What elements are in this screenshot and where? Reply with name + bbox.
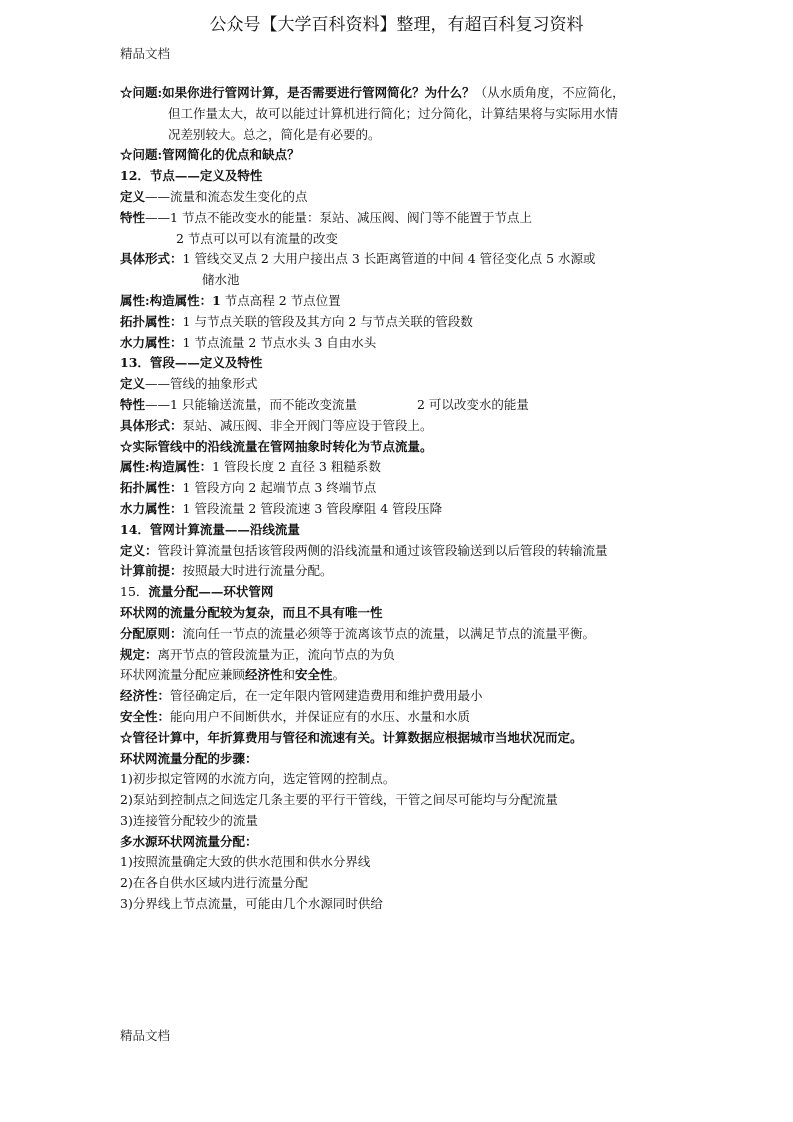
flow-premise-text: 按照最大时进行流量分配。 <box>182 563 333 579</box>
step-item: 3)连接管分配较少的流量 <box>120 812 258 828</box>
distribution-rule <box>120 645 680 666</box>
pipe-forms-label: 具体形式： <box>120 417 183 433</box>
economy-safety-and: 和 <box>282 667 296 683</box>
economy-text: 管径确定后，在一定年限内管网建造费用和维护费用最小 <box>170 688 483 704</box>
flow-definition-text: 管段计算流量包括该管段两侧的沿线流量和通过该管段输送到以后管段的转输流量 <box>157 542 608 558</box>
section-13-title: 13．管段——定义及特性 <box>120 355 263 371</box>
node-construct-attr-text: 节点高程 2 节点位置 <box>220 292 341 308</box>
node-forms-text: 1 管线交叉点 2 大用户接出点 3 长距离管道的中间 4 管径变化点 5 水源或 <box>182 251 596 267</box>
pipe-topology-attr <box>120 478 680 499</box>
multi-source-item: 1)按照流量确定大致的供水范围和供水分界线 <box>120 854 371 870</box>
section-15-subtitle: 环状网的流量分配较为复杂，而且不具有唯一性 <box>120 604 383 620</box>
question-simplify-cont1: 但工作量太大，故可以能过计算机进行简化；过分简化，计算结果将与实际用水情 <box>168 105 619 121</box>
safety-word: 安全性 <box>295 667 333 683</box>
pipe-topology-attr-label: 拓扑属性： <box>120 480 183 496</box>
multi-source-title: 多水源环状网流量分配： <box>120 833 258 849</box>
flow-premise-label: 计算前提： <box>120 563 183 579</box>
economy-safety-period: 。 <box>332 667 346 683</box>
node-definition-label: 定义 <box>120 188 146 204</box>
section-15-number: 15． <box>120 584 149 600</box>
page-banner: 公众号【大学百科资料】整理，有超百科复习资料 <box>209 15 584 35</box>
safety-label: 安全性： <box>120 708 171 724</box>
distribution-principle <box>120 624 680 645</box>
pipe-construct-attr-text: 1 管段长度 2 直径 3 粗糙系数 <box>212 459 381 475</box>
question-simplify-text: （从水质角度，不应简化， <box>474 85 625 100</box>
question-simplify-cont2: 况差别较大。总之，简化是有必要的。 <box>168 126 381 142</box>
pipe-forms-text: 泵站、减压阀、非全开阀门等应设于管段上。 <box>182 417 433 433</box>
node-definition <box>120 187 680 208</box>
flow-premise <box>120 561 680 582</box>
question-simplify-bold: ☆问题:如果你进行管网计算，是否需要进行管网简化？为什么？ <box>120 85 475 100</box>
diameter-star-note: ☆管径计算中，年折算费用与管径和流速有关。计算数据应根据城市当地状况而定。 <box>120 729 583 745</box>
distribution-rule-text: 离开节点的管段流量为正，流向节点的为负 <box>157 646 396 662</box>
node-topology-attr <box>120 312 680 333</box>
step-item: 1)初步拟定管网的水流方向，选定管网的控制点。 <box>120 771 396 787</box>
steps-title: 环状网流量分配的步骤： <box>120 750 258 766</box>
node-topology-attr-label: 拓扑属性： <box>120 313 183 329</box>
header-label: 精品文档 <box>120 46 171 61</box>
distribution-rule-label: 规定： <box>120 646 158 662</box>
pipe-star-note: ☆实际管线中的沿线流量在管网抽象时转化为节点流量。 <box>120 438 433 454</box>
node-feature-1 <box>120 208 680 229</box>
node-forms-label: 具体形式： <box>120 251 183 267</box>
footer-label: 精品文档 <box>120 1028 171 1043</box>
node-feature-text-1: ——1 节点不能改变水的能量：泵站、减压阀、阀门等不能置于节点上 <box>145 209 532 225</box>
pipe-hydraulic-attr-text: 1 管段流量 2 管段流速 3 管段摩阻 4 管段压降 <box>182 500 443 516</box>
pipe-feature <box>120 395 680 416</box>
node-construct-attr <box>120 291 680 312</box>
distribution-principle-text: 流向任一节点的流量必须等于流离该节点的流量，以满足节点的流量平衡。 <box>182 625 596 641</box>
section-14-title: 14．管网计算流量——沿线流量 <box>120 521 300 537</box>
question-simplify <box>120 83 680 104</box>
node-hydraulic-attr-text: 1 节点流量 2 节点水头 3 自由水头 <box>182 334 377 350</box>
node-forms-cont: 储水池 <box>202 272 240 288</box>
flow-definition <box>120 541 680 562</box>
economy-label: 经济性： <box>120 688 171 704</box>
node-definition-text: ——流量和流态发生变化的点 <box>145 188 308 204</box>
document-body <box>120 83 680 915</box>
step-item: 2)泵站到控制点之间选定几条主要的平行干管线，干管之间尽可能均与分配流量 <box>120 792 558 808</box>
economy-safety-text-a: 环状网流量分配应兼顾 <box>120 667 246 683</box>
safety-line <box>120 707 680 728</box>
economy-line <box>120 686 680 707</box>
node-feature-2: 2 节点可以可以有流量的改变 <box>176 230 338 246</box>
node-feature-label: 特性 <box>120 209 146 225</box>
section-15-title <box>120 582 680 603</box>
distribution-principle-label: 分配原则： <box>120 625 183 641</box>
node-hydraulic-attr <box>120 333 680 354</box>
node-topology-attr-text: 1 与节点关联的管段及其方向 2 与节点关联的管段数 <box>182 313 473 329</box>
pipe-feature-text-a: ——1 只能输送流量，而不能改变流量 <box>145 396 357 412</box>
node-forms <box>120 249 680 270</box>
economy-safety-note <box>120 665 680 686</box>
pipe-definition-text: ——管线的抽象形式 <box>145 376 258 392</box>
multi-source-item: 2)在各自供水区域内进行流量分配 <box>120 875 308 891</box>
pipe-hydraulic-attr-label: 水力属性： <box>120 500 183 516</box>
node-construct-attr-label: 属性:构造属性：1 <box>120 292 221 308</box>
multi-source-item: 3)分界线上节点流量，可能由几个水源同时供给 <box>120 896 383 912</box>
pipe-hydraulic-attr <box>120 499 680 520</box>
section-12-title: 12．节点——定义及特性 <box>120 168 263 184</box>
pipe-feature-label: 特性 <box>120 396 146 412</box>
node-hydraulic-attr-label: 水力属性： <box>120 334 183 350</box>
pipe-definition <box>120 374 680 395</box>
pipe-forms <box>120 416 680 437</box>
pipe-topology-attr-text: 1 管段方向 2 起端节点 3 终端节点 <box>182 480 377 496</box>
pipe-definition-label: 定义 <box>120 376 146 392</box>
pipe-feature-text-b: 2 可以改变水的能量 <box>416 396 529 412</box>
safety-text: 能向用户不间断供水，并保证应有的水压、水量和水质 <box>170 708 471 724</box>
question-pros-cons: ☆问题:管网简化的优点和缺点？ <box>120 147 300 163</box>
pipe-construct-attr-label: 属性:构造属性： <box>120 459 213 475</box>
section-15-title-text: 流量分配——环状管网 <box>148 584 274 600</box>
flow-definition-label: 定义： <box>120 542 158 558</box>
pipe-construct-attr <box>120 457 680 478</box>
economy-word: 经济性 <box>245 667 283 683</box>
